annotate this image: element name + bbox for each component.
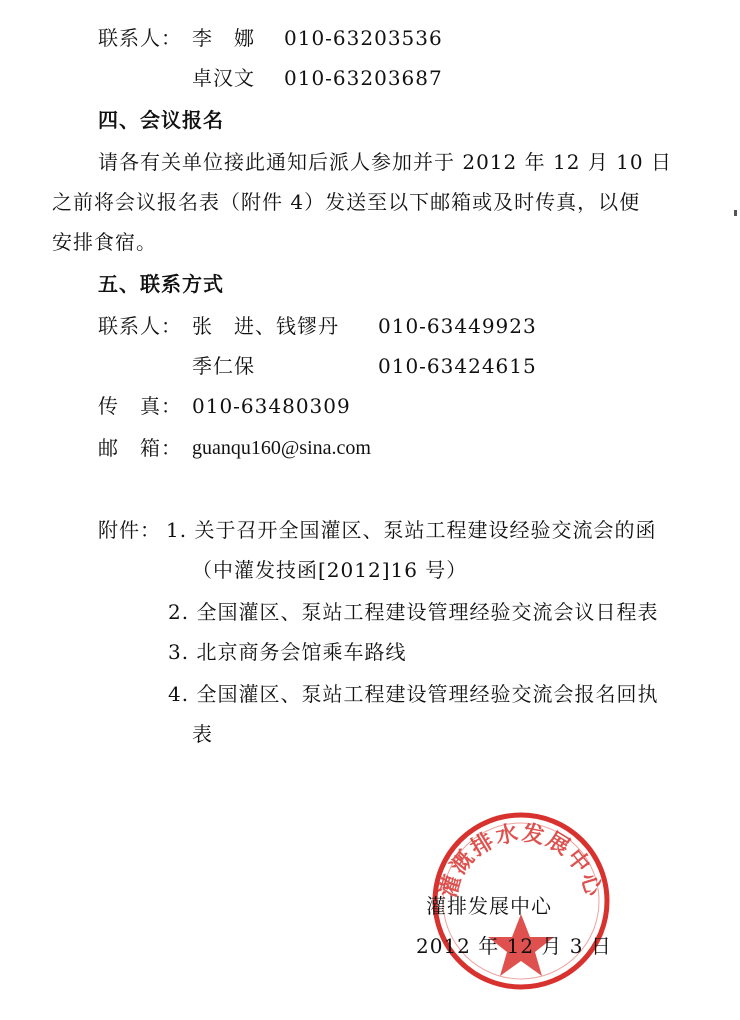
section5-name-2: 季仁保	[192, 354, 255, 378]
section4-line-1: 请各有关单位接此通知后派人参加并于 2012 年 12 月 10 日	[98, 150, 672, 174]
contact1-phone-2: 010-63203687	[284, 66, 443, 90]
section5-contact-label: 联系人：	[98, 314, 182, 338]
attachment-item-2: 2. 全国灌区、泵站工程建设管理经验交流会议日程表	[168, 600, 659, 624]
contact1-name-1: 李 娜	[192, 26, 255, 50]
signature-date: 2012 年 12 月 3 日	[416, 934, 612, 958]
fax-number: 010-63480309	[192, 394, 351, 418]
email-label: 邮 箱：	[98, 436, 182, 460]
contact1-label: 联系人：	[98, 26, 182, 50]
attachment-item-4: 4. 全国灌区、泵站工程建设管理经验交流会报名回执	[168, 682, 659, 706]
attachment-item-4-cont: 表	[192, 722, 213, 746]
contact1-phone-1: 010-63203536	[284, 26, 443, 50]
contact1-name-2: 卓汉文	[192, 66, 255, 90]
scan-speck	[734, 210, 737, 216]
fax-label: 传 真：	[98, 394, 182, 418]
attachment-item-1: 1. 关于召开全国灌区、泵站工程建设经验交流会的函	[166, 518, 657, 542]
section4-heading: 四、会议报名	[98, 108, 224, 132]
attachment-item-3: 3. 北京商务会馆乘车路线	[168, 640, 407, 664]
attachments-label: 附件：	[98, 518, 161, 542]
section5-phone-1: 010-63449923	[378, 314, 537, 338]
section5-name-1: 张 进、钱镠丹	[192, 314, 339, 338]
signature-org: 灌排发展中心	[426, 894, 552, 918]
section4-line-3: 安排食宿。	[52, 230, 157, 254]
email-address: guanqu160@sina.com	[192, 437, 371, 459]
section4-line-2: 之前将会议报名表（附件 4）发送至以下邮箱或及时传真，以便	[52, 190, 641, 214]
attachment-item-1-cont: （中灌发技函[2012]16 号）	[192, 558, 468, 582]
section5-heading: 五、联系方式	[98, 272, 224, 296]
seal-text: 灌溉排水发展中心	[436, 820, 606, 901]
section5-phone-2: 010-63424615	[378, 354, 537, 378]
